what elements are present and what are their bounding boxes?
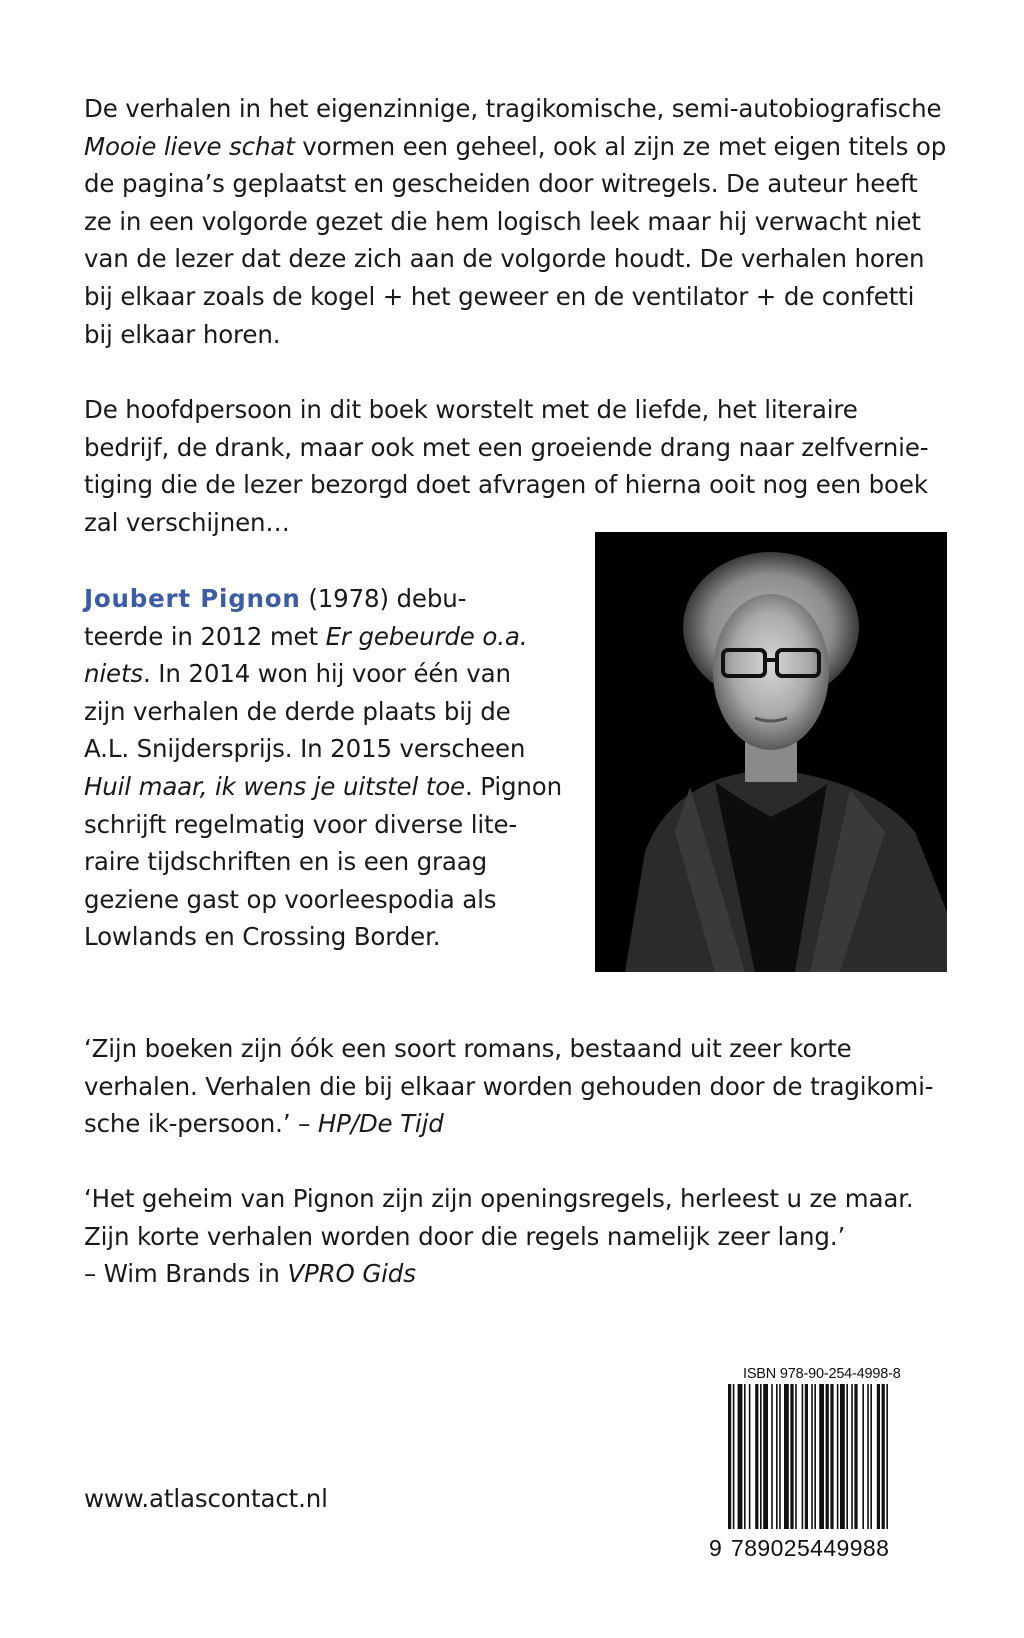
- barcode-bar: [870, 1384, 872, 1529]
- barcode-bar: [749, 1384, 751, 1529]
- barcode-bar: [790, 1384, 793, 1529]
- barcode-bar: [826, 1384, 829, 1529]
- blurb-line: bij elkaar horen.: [84, 319, 281, 349]
- barcode-bar: [867, 1384, 869, 1529]
- bio-text: . Pignon: [465, 771, 563, 801]
- blurb-line: De verhalen in het eigenzinnige, tragikomische, semi-autobiografische: [84, 94, 942, 123]
- barcode-bar: [862, 1384, 864, 1529]
- blurb-paragraph-1: [84, 90, 946, 353]
- barcode-bar: [779, 1384, 781, 1529]
- barcode-bar: [814, 1384, 816, 1529]
- barcode-bar: [846, 1384, 848, 1529]
- portrait-illustration: [595, 532, 947, 972]
- barcode-bar: [811, 1384, 813, 1529]
- quote-line: [84, 1105, 933, 1143]
- barcode-first-digit: 9: [709, 1535, 723, 1561]
- author-portrait-photo: [595, 532, 947, 972]
- barcode-bar: [819, 1384, 824, 1529]
- barcode-bar: [784, 1384, 789, 1529]
- debut-title-end: niets: [84, 659, 144, 689]
- bio-line: zijn verhalen de derde plaats bij de: [84, 696, 511, 726]
- bio-line: geziene gast op voorleespodia als: [84, 884, 497, 914]
- barcode-bar: [795, 1384, 797, 1529]
- blurb-line-text: vormen een geheel, ook al zijn ze met eigen titels op: [294, 131, 947, 161]
- author-year: (1978) debu-: [300, 584, 467, 613]
- quote-text: sche ik-persoon.’ –: [84, 1109, 318, 1139]
- bio-text: . In 2014 won hij voor één van: [143, 659, 511, 689]
- blurb-paragraph-2: [84, 391, 928, 541]
- barcode-bar: [744, 1384, 746, 1529]
- barcode-bar: [854, 1384, 857, 1529]
- ean13-barcode: [726, 1384, 936, 1529]
- barcode-bar: [760, 1384, 762, 1529]
- review-quote-1: [84, 1030, 933, 1143]
- bio-line: schrijft regelmatig voor diverse lite-: [84, 809, 518, 839]
- publisher-url[interactable]: www.atlascontact.nl: [84, 1484, 328, 1513]
- barcode-number: 789025449988: [731, 1535, 890, 1561]
- barcode-bar: [805, 1384, 808, 1529]
- blurb-line: van de lezer dat deze zich aan de volgorde houdt. De verhalen horen: [84, 244, 925, 274]
- quote-line: ‘Het geheim van Pignon zijn zijn openingsregels, herleest u ze maar.: [84, 1184, 914, 1213]
- bio-line: [84, 618, 562, 656]
- bio-line: A.L. Snijdersprijs. In 2015 verscheen: [84, 734, 526, 764]
- barcode-bar: [830, 1384, 833, 1529]
- blurb-line: zal verschijnen…: [84, 507, 290, 537]
- barcode-bar: [851, 1384, 853, 1529]
- quote-line: verhalen. Verhalen die bij elkaar worden gehouden door de tragikomi-: [84, 1071, 934, 1101]
- book-title: Mooie lieve schat: [84, 131, 295, 161]
- second-book-title: Huil maar, ik wens je uitstel toe: [84, 771, 465, 801]
- blurb-line: bij elkaar zoals de kogel + het geweer en de ventilator + de confetti: [84, 281, 915, 311]
- blurb-line: ze in een volgorde gezet die hem logisch leek maar hij verwacht niet: [84, 206, 921, 236]
- barcode-bar: [771, 1384, 773, 1529]
- bio-text: teerde in 2012 met: [84, 621, 326, 651]
- bio-line: Lowlands en Crossing Border.: [84, 922, 441, 952]
- author-bio: [84, 580, 562, 956]
- barcode-bar: [755, 1384, 758, 1529]
- barcode-bar: [776, 1384, 778, 1529]
- blurb-line: tiging die de lezer bezorgd doet afvragen of hierna ooit nog een boek: [84, 470, 928, 500]
- quote-line: [84, 1255, 914, 1293]
- blurb-line: [84, 128, 946, 166]
- barcode-bar: [738, 1384, 743, 1529]
- quote-source: HP/De Tijd: [317, 1109, 444, 1139]
- bio-line: raire tijdschriften en is een graag: [84, 847, 488, 877]
- quote-text: – Wim Brands in: [84, 1259, 288, 1289]
- quote-source: VPRO Gids: [287, 1259, 416, 1289]
- debut-title: Er gebeurde o.a.: [325, 621, 528, 651]
- bio-line: [84, 655, 562, 693]
- barcode-bar: [763, 1384, 768, 1529]
- blurb-line: De hoofdpersoon in dit boek worstelt met de liefde, het literaire: [84, 395, 858, 424]
- author-name: Joubert Pignon: [84, 584, 301, 613]
- bio-line: [84, 768, 562, 806]
- bio-line: [84, 580, 562, 618]
- blurb-line: bedrijf, de drank, maar ook met een groeiende drang naar zelfvernie-: [84, 432, 929, 462]
- barcode-bar: [728, 1384, 731, 1529]
- barcode-bar: [837, 1384, 839, 1529]
- barcode-bar: [877, 1384, 880, 1529]
- barcode-bar: [840, 1384, 845, 1529]
- isbn-label: ISBN 978-90-254-4998-8: [743, 1366, 901, 1382]
- barcode-bar: [733, 1384, 735, 1529]
- barcode-bar: [886, 1384, 888, 1529]
- quote-line: ‘Zijn boeken zijn óók een soort romans, bestaand uit zeer korte: [84, 1034, 852, 1063]
- review-quote-2: [84, 1180, 914, 1293]
- barcode-bar: [802, 1384, 804, 1529]
- blurb-line: de pagina’s geplaatst en gescheiden door witregels. De auteur heeft: [84, 169, 918, 199]
- barcode-bar: [882, 1384, 885, 1529]
- quote-line: Zijn korte verhalen worden door die regels namelijk zeer lang.’: [84, 1221, 846, 1251]
